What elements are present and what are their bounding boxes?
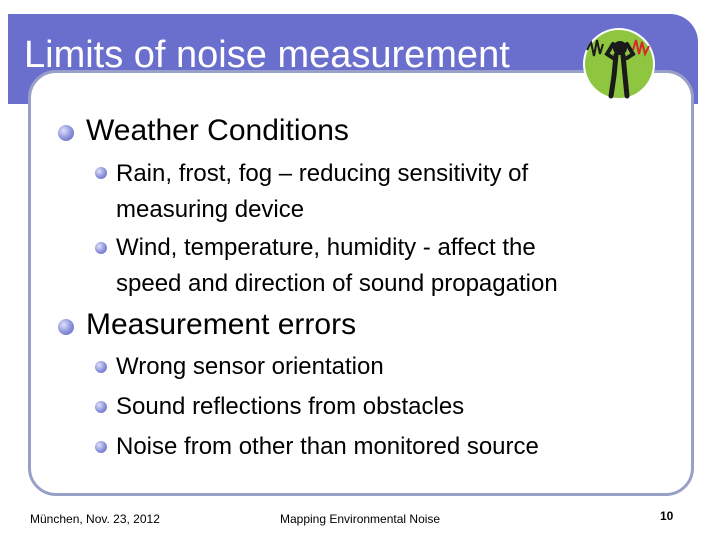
- item-line: Wrong sensor orientation: [116, 353, 384, 380]
- list-item-orientation: [116, 349, 384, 385]
- item-line: speed and direction of sound propagation: [116, 270, 558, 297]
- slide-title: Limits of noise measurement: [24, 34, 510, 76]
- section-heading-weather: Weather Conditions: [86, 114, 349, 147]
- list-item-wind: [116, 230, 558, 302]
- section-bullet: [58, 319, 74, 335]
- list-item-reflections: [116, 389, 464, 425]
- list-item-other-source: [116, 429, 539, 465]
- section-heading-errors: Measurement errors: [86, 308, 357, 341]
- item-bullet: [95, 167, 107, 179]
- item-bullet: [95, 242, 107, 254]
- item-bullet: [95, 361, 107, 373]
- item-line: Wind, temperature, humidity - affect the: [116, 234, 536, 261]
- list-item-rain: [116, 156, 528, 228]
- item-bullet: [95, 441, 107, 453]
- section-bullet: [58, 125, 74, 141]
- item-line: measuring device: [116, 196, 305, 223]
- person-covering-ears-icon: [583, 28, 655, 100]
- footer-title: Mapping Environmental Noise: [280, 512, 441, 526]
- item-line: Rain, frost, fog – reducing sensitivity of: [116, 160, 529, 187]
- item-line: Noise from other than monitored source: [116, 433, 539, 460]
- item-bullet: [95, 401, 107, 413]
- item-line: Sound reflections from obstacles: [116, 393, 465, 420]
- footer-date: München, Nov. 23, 2012: [30, 512, 160, 526]
- page-number: 10: [660, 509, 674, 523]
